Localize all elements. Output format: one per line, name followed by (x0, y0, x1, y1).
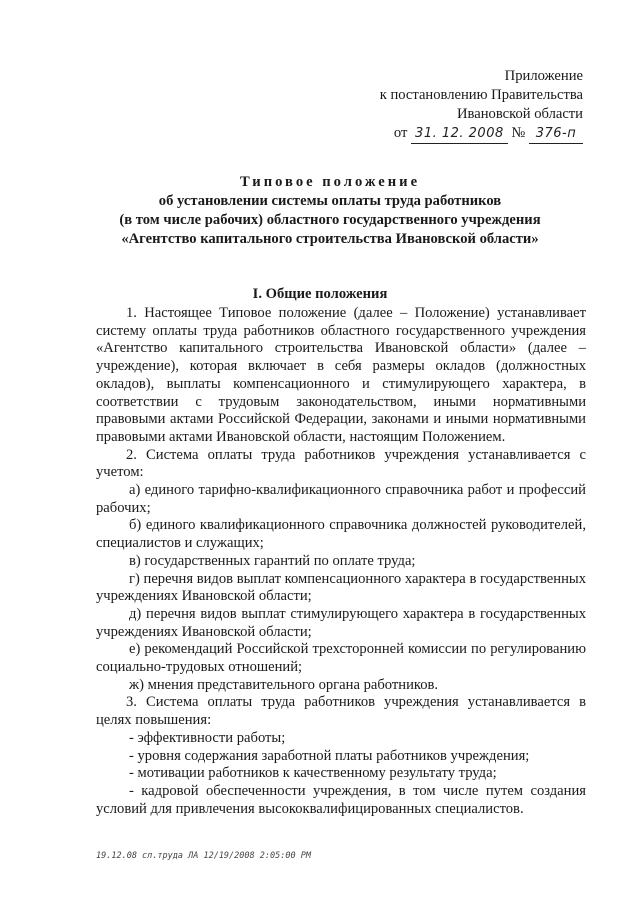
document-title (100, 173, 560, 249)
appendix-line: к постановлению Правительства (379, 87, 583, 103)
number-label: № (511, 125, 526, 141)
list-item: ж) мнения представительного органа работников. (129, 676, 439, 693)
title-line: «Агентство капитального строительства Ивановской области» (121, 231, 539, 247)
appendix-line: Ивановской области (457, 106, 583, 122)
title-line: (в том числе рабочих) областного государственного учреждения (119, 212, 541, 228)
list-item: е) рекомендаций Российской трехсторонней комиссии по регулированию социально-трудовых отношений; (96, 641, 586, 676)
appendix-line: Приложение (504, 68, 583, 84)
appendix-date-number-line (394, 124, 583, 144)
list-item: - эффективности работы; (129, 729, 286, 746)
list-item: - кадровой обеспеченности учреждения, в том числе путем создания условий для привлечения высококвалифицированных специалистов. (96, 782, 586, 817)
title-line: Типовое положение (239, 174, 421, 190)
appendix-block (380, 67, 583, 144)
handwritten-date: 31. 12. 2008 (411, 124, 508, 144)
list-item: а) единого тарифно-квалификационного справочника работ и профессий рабочих; (96, 482, 586, 516)
list-item: д) перечня видов выплат стимулирующего характера в государственных учреждениях Ивановской области; (96, 605, 586, 640)
footer-print-info: 19.12.08 сл.труда ЛА 12/19/2008 2:05:00 PM (96, 851, 311, 861)
paragraph: 2. Система оплаты труда работников учреждения устанавливается с учетом: (96, 446, 586, 481)
from-label: от (393, 125, 408, 141)
section-heading: I. Общие положения (252, 286, 388, 302)
list-item: г) перечня видов выплат компенсационного характера в государственных учреждениях Ивановской области; (96, 570, 586, 605)
list-item: в) государственных гарантий по оплате труда; (129, 552, 416, 569)
list-item: б) единого квалификационного справочника должностей руководителей, специалистов и служащих; (96, 517, 586, 552)
title-line: об установлении системы оплаты труда работников (158, 193, 502, 209)
paragraph: 3. Система оплаты труда работников учреждения устанавливается в целях повышения: (96, 694, 586, 729)
paragraph: 1. Настоящее Типовое положение (далее – Положение) устанавливает систему оплаты труда работников областного государственного учреждения «Агентство капитального строительства Ивановской области» (далее – учреждение), которая включает в себя размеры окладов (должностных окладов), выплаты компенсационного и стимулирующего характера, в соответствии с трудовым законодательством, иными нормативными правовыми актами Российской Федерации, законами и иными нормативными правовыми актами Ивановской области, настоящим Положением. (96, 305, 586, 445)
handwritten-number: 376-п (529, 124, 583, 144)
document-body (96, 305, 586, 818)
list-item: - уровня содержания заработной платы работников учреждения; (129, 747, 530, 764)
list-item: - мотивации работников к качественному результату труда; (129, 765, 497, 782)
